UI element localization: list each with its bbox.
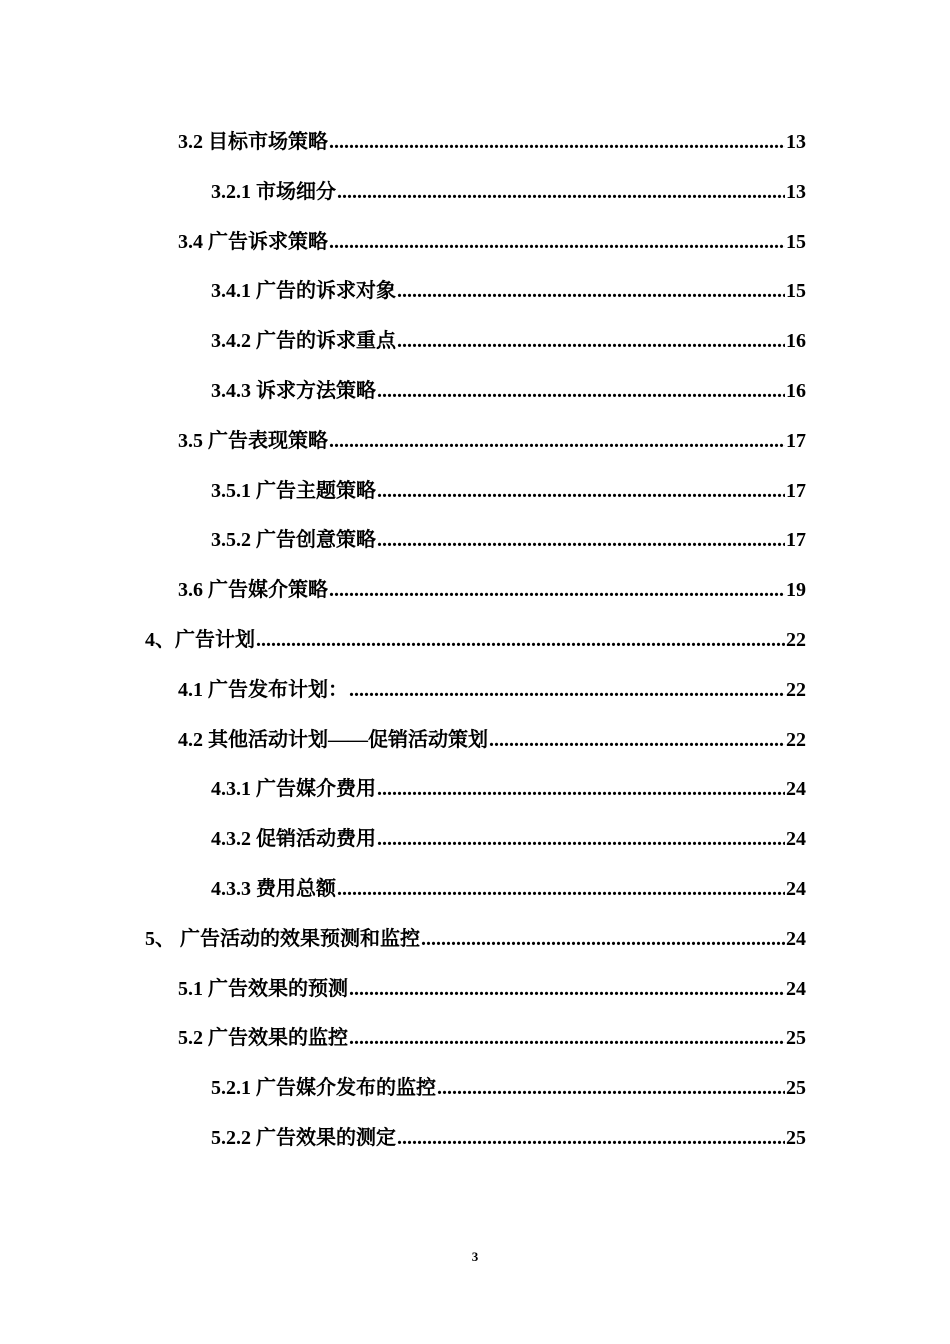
toc-entry[interactable] — [0, 772, 950, 822]
toc-entry[interactable] — [0, 1071, 950, 1121]
toc-leader-dots — [329, 573, 785, 607]
toc-entry-title: 3.4 广告诉求策略 — [178, 230, 328, 253]
toc-entry[interactable] — [0, 972, 950, 1022]
toc-entry[interactable] — [0, 424, 950, 474]
toc-entry-title: 3.5.1 广告主题策略 — [211, 479, 376, 502]
toc-entry-page: 24 — [786, 977, 806, 1000]
toc-leader-dots — [377, 374, 785, 408]
toc-entry-page: 24 — [786, 927, 806, 950]
toc-entry[interactable] — [0, 324, 950, 374]
toc-entry[interactable] — [0, 274, 950, 324]
toc-entry-page: 22 — [786, 728, 806, 751]
toc-entry-page: 17 — [786, 529, 806, 552]
toc-entry[interactable] — [0, 822, 950, 872]
toc-entry-title: 3.4.2 广告的诉求重点 — [211, 330, 396, 353]
toc-leader-dots — [349, 673, 785, 707]
toc-leader-dots — [349, 1021, 785, 1055]
toc-entry-title: 3.4.1 广告的诉求对象 — [211, 280, 396, 303]
toc-entry[interactable] — [0, 523, 950, 573]
toc-entry-page: 19 — [786, 579, 806, 602]
toc-entry-title: 5.2 广告效果的监控 — [178, 1027, 348, 1050]
toc-entry[interactable] — [0, 872, 950, 922]
toc-entry[interactable] — [0, 922, 950, 972]
toc-leader-dots — [377, 772, 785, 806]
toc-leader-dots — [349, 972, 785, 1006]
toc-leader-dots — [329, 225, 785, 259]
toc-entry-title: 3.2.1 市场细分 — [211, 180, 336, 203]
toc-entry-page: 17 — [786, 479, 806, 502]
toc-entry-page: 25 — [786, 1126, 806, 1149]
toc-entry[interactable] — [0, 573, 950, 623]
toc-entry-title: 3.6 广告媒介策略 — [178, 579, 328, 602]
toc-entry[interactable] — [0, 374, 950, 424]
toc-entry-title: 5.1 广告效果的预测 — [178, 977, 348, 1000]
toc-entry[interactable] — [0, 673, 950, 723]
toc-leader-dots — [329, 125, 785, 159]
toc-entry[interactable] — [0, 125, 950, 175]
toc-entry-title: 3.2 目标市场策略 — [178, 131, 328, 153]
toc-leader-dots — [437, 1071, 785, 1105]
toc-entry[interactable] — [0, 175, 950, 225]
toc-entry-page: 24 — [786, 828, 806, 851]
toc-entry-page: 13 — [786, 180, 806, 203]
table-of-contents — [0, 125, 950, 1171]
toc-leader-dots — [329, 424, 785, 458]
toc-entry-page: 16 — [786, 379, 806, 402]
toc-entry-title: 5.2.1 广告媒介发布的监控 — [211, 1077, 436, 1100]
toc-leader-dots — [377, 523, 785, 557]
toc-leader-dots — [337, 175, 785, 209]
toc-entry-page: 15 — [786, 230, 806, 253]
toc-entry[interactable] — [0, 474, 950, 524]
toc-entry-page: 16 — [786, 330, 806, 353]
toc-entry-title: 4.3.3 费用总额 — [211, 877, 336, 900]
toc-entry-page: 24 — [786, 877, 806, 900]
toc-leader-dots — [397, 324, 785, 358]
toc-entry-title: 4.3.1 广告媒介费用 — [211, 778, 376, 801]
toc-entry-title: 3.5 广告表现策略 — [178, 429, 328, 452]
toc-entry[interactable] — [0, 1121, 950, 1171]
toc-leader-dots — [397, 1121, 785, 1155]
toc-entry[interactable] — [0, 723, 950, 773]
toc-entry-title: 5.2.2 广告效果的测定 — [211, 1126, 396, 1149]
toc-leader-dots — [421, 922, 785, 956]
toc-entry-page: 22 — [786, 678, 806, 701]
toc-entry-page: 25 — [786, 1027, 806, 1050]
toc-entry-title: 5、 广告活动的效果预测和监控 — [145, 927, 420, 950]
toc-leader-dots — [377, 822, 785, 856]
toc-leader-dots — [489, 723, 785, 757]
toc-entry[interactable] — [0, 623, 950, 673]
toc-entry-title: 4.3.2 促销活动费用 — [211, 828, 376, 851]
page-number: 3 — [471, 1249, 479, 1264]
toc-entry-title: 4、广告计划 — [145, 628, 255, 651]
toc-entry[interactable] — [0, 1021, 950, 1071]
toc-entry-page: 25 — [786, 1077, 806, 1100]
toc-entry-page: 24 — [786, 778, 806, 801]
toc-entry-page: 17 — [786, 429, 806, 452]
toc-leader-dots — [256, 623, 785, 657]
toc-leader-dots — [337, 872, 785, 906]
toc-entry-page: 13 — [786, 131, 806, 153]
toc-entry-title: 3.5.2 广告创意策略 — [211, 529, 376, 552]
toc-leader-dots — [397, 274, 785, 308]
toc-entry[interactable] — [0, 225, 950, 275]
toc-leader-dots — [377, 474, 785, 508]
toc-entry-page: 15 — [786, 280, 806, 303]
toc-entry-title: 4.2 其他活动计划——促销活动策划 — [178, 728, 488, 751]
toc-entry-page: 22 — [786, 628, 806, 651]
toc-entry-title: 4.1 广告发布计划： — [178, 678, 348, 701]
toc-entry-title: 3.4.3 诉求方法策略 — [211, 379, 376, 402]
